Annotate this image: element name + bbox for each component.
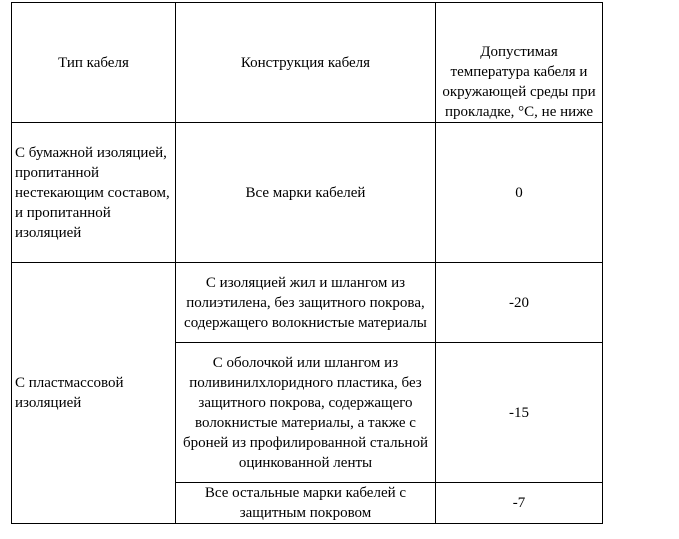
cell-cable-type-paper: С бумажной изоляцией, пропитанной нестекающим составом, и пропитанной изоляцией [12,123,176,263]
header-cable-construction: Конструкция кабеля [175,3,435,123]
header-cable-type: Тип кабеля [12,3,176,123]
cell-construction-polyethylene: С изоляцией жил и шлангом из полиэтилена, без защитного покрова, содержащего волокнистые материалы [175,263,435,343]
table-row [12,123,603,263]
cell-temp-minus-15: -15 [436,343,603,483]
cell-construction-all-brands: Все марки кабелей [175,123,435,263]
cell-temp-0: 0 [436,123,603,263]
cell-construction-pvc: С оболочкой или шлангом из поливинилхлоридного пластика, без защитного покрова, содержащего волокнистые материалы, а также с броней из профилированной стальной оцинкованной ленты [175,343,435,483]
cell-cable-type-plastic: С пластмассовой изоляцией [12,263,176,524]
cell-construction-other: Все остальные марки кабелей с защитным покровом [175,483,435,524]
cell-temp-minus-20: -20 [436,263,603,343]
cable-temperature-table [11,2,603,524]
table-header-row [12,3,603,123]
table-row [12,263,603,343]
cell-temp-minus-7: -7 [436,483,603,524]
header-allowed-temperature: Допустимая температура кабеля и окружающей среды при прокладке, °С, не ниже [436,3,603,123]
